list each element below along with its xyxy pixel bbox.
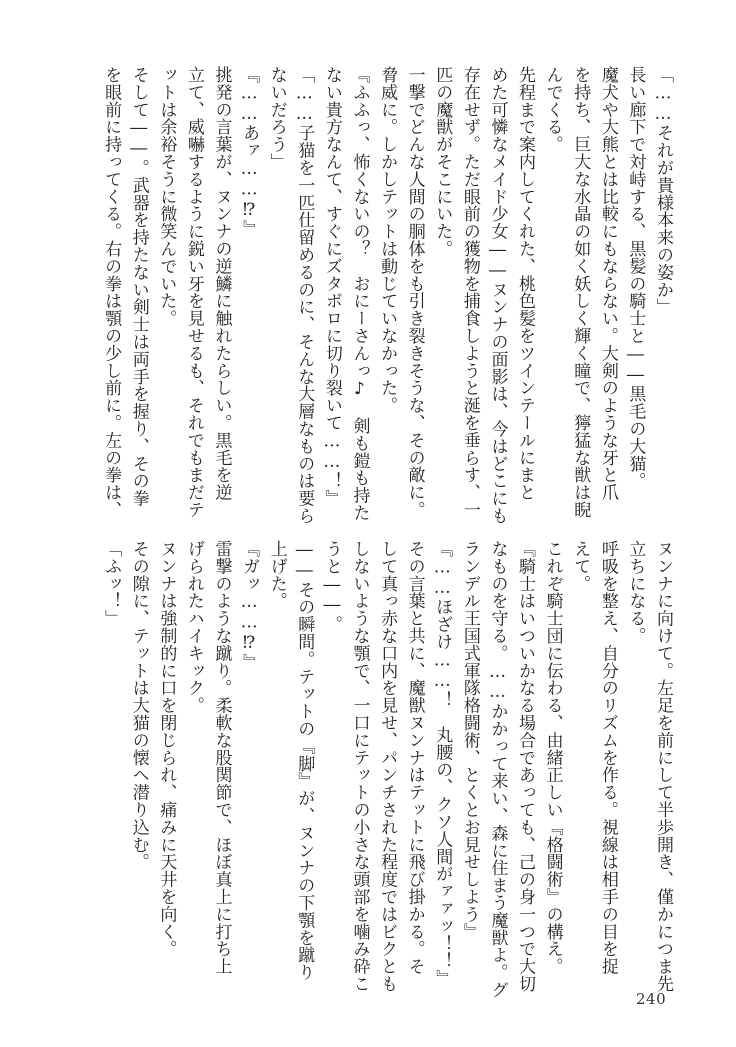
text-line: 先程まで案内してくれた、桃色髪をツインテールにまと <box>515 66 536 501</box>
text-line: 挑発の言葉が、ヌンナの逆鱗に触れたらしい。黒毛を逆 <box>211 66 232 501</box>
text-line: そして――。武器を持たない剣士は両手を握り、その拳 <box>128 66 149 507</box>
text-line: 存在せず。ただ眼前の獲物を捕食しようと涎を垂らす、一 <box>459 66 480 519</box>
text-line: ランデル王国式軍隊格闘術、とくとお見せしよう』 <box>459 540 480 941</box>
text-line: ない貴方なんて、すぐにズタボロに切り裂いて……！』 <box>321 66 342 507</box>
text-line: げられたハイキック。 <box>183 540 204 714</box>
text-line: 立ちになる。 <box>625 540 646 645</box>
text-line: んでくる。 <box>542 66 563 153</box>
text-line: 一撃でどんな人間の胴体をも引き裂きそうな、その敵に。 <box>404 66 425 519</box>
text-line: ――その瞬間。テットの『脚』が、ヌンナの下顎を蹴り <box>294 540 315 981</box>
text-line: 匹の魔獣がそこにいた。 <box>432 66 453 258</box>
text-line: 呼吸を整え、自分のリズムを作る。視線は相手の目を捉 <box>597 540 618 975</box>
text-line: その隙に、テットは大猫の懐へ潜り込む。 <box>128 540 149 871</box>
text-line: 雷撃のような蹴り。柔軟な股関節で、ほぼ真上に打ち上 <box>211 540 232 975</box>
text-line: を眼前に持ってくる。右の拳は顎の少し前に。左の拳は、 <box>101 66 122 519</box>
text-line: 『ガッ……⁉』 <box>239 540 260 671</box>
text-line: 長い廊下で対峙する、黒髪の騎士と――黒毛の大猫。 <box>625 66 646 490</box>
text-line: して真っ赤な口内を見せ、パンチされた程度ではビクとも <box>377 540 398 993</box>
text-line: 上げた。 <box>266 540 287 610</box>
text-line: 「ふッ！」 <box>101 540 122 627</box>
text-line: 『騎士はいついかなる場合であっても、己の身一つで大切 <box>515 540 536 993</box>
text-line: 魔犬や大熊とは比較にもならない。大剣のような牙と爪 <box>597 66 618 501</box>
text-line: 立て、威嚇するように鋭い牙を見せるも、それでもまだテ <box>183 66 204 519</box>
text-line: 『……ほざけ……！ 丸腰の、クソ人間がァァッ！！』 <box>432 540 453 987</box>
page-number: 240 <box>636 990 667 1008</box>
text-line: ットは余裕そうに微笑んでいた。 <box>156 66 177 327</box>
text-line: うと――。 <box>321 540 342 633</box>
text-line: めた可憐なメイド少女――ヌンナの面影は、今はどこにも <box>487 66 508 525</box>
text-line: を持ち、巨大な水晶の如く妖しく輝く瞳で、獰猛な獣は睨 <box>570 66 591 519</box>
text-line: 「……子猫を一匹仕留めるのに、そんな大層なものは要ら <box>294 66 315 525</box>
text-line: 「……それが貴様本来の姿か」 <box>653 66 673 316</box>
text-line: 『……あァ……⁉』 <box>239 66 260 238</box>
text-line: ないだろう」 <box>266 66 287 171</box>
text-line: その言葉と共に、魔獣ヌンナはテットに飛び掛かる。そ <box>404 540 425 975</box>
upper-text-block <box>97 66 676 525</box>
text-line: ヌンナに向けて。左足を前にして半歩開き、僅かにつま先 <box>653 540 673 993</box>
text-line: ヌンナは強制的に口を閉じられ、痛みに天井を向く。 <box>156 540 177 958</box>
text-line: これぞ騎士団に伝わる、由緒正しい『格闘術』の構え。 <box>542 540 563 975</box>
text-line: なものを守る。……かかって来い、森に住まう魔獣よ。グ <box>487 540 508 999</box>
text-line: 脅威に。しかしテットは動じていなかった。 <box>377 66 398 414</box>
text-line: えて。 <box>570 540 591 593</box>
text-line: しないような顎で、一口にテットの小さな頭部を噛み砕こ <box>349 540 370 993</box>
text-line: 『ふふっ、怖くないの？ おにーさんっ♪ 剣も鎧も持た <box>349 66 370 522</box>
